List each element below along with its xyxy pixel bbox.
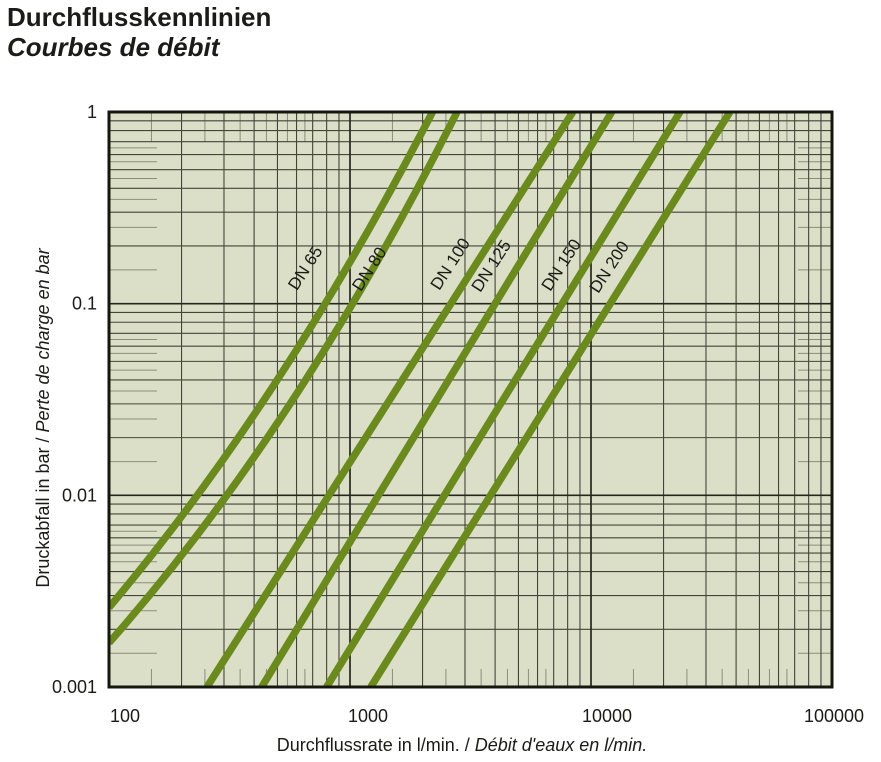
x-tick-label: 100000 [803,706,865,726]
x-tick-label: 1000 [347,706,389,726]
curve-label-dn-200: DN 200 [585,237,634,297]
curve-label-dn-80: DN 80 [348,243,391,295]
curve-label-dn-125: DN 125 [467,236,516,296]
curve-label-dn-150: DN 150 [537,235,586,295]
x-tick-label: 100 [109,706,141,726]
y-tick-label: 0.01 [61,485,97,506]
x-axis-title: Durchflussrate in l/min. / Débit d'eaux en l/min. [276,735,648,755]
y-axis-tick-labels [52,102,97,697]
x-axis-tick-labels [110,706,864,726]
x-tick-label: 10000 [581,706,633,726]
curve-label-dn-65: DN 65 [284,242,327,294]
page-title-german: Durchflusskennlinien [7,2,272,32]
y-tick-label: 1 [86,102,97,122]
page-title-french: Courbes de débit [7,32,220,62]
y-tick-label: 0.1 [71,293,97,314]
y-axis-title: Druckabfall in bar / Perte de charge en bar [33,248,53,588]
plot-area [109,112,832,687]
curve-label-dn-100: DN 100 [426,234,475,294]
y-tick-label: 0.001 [51,677,97,698]
